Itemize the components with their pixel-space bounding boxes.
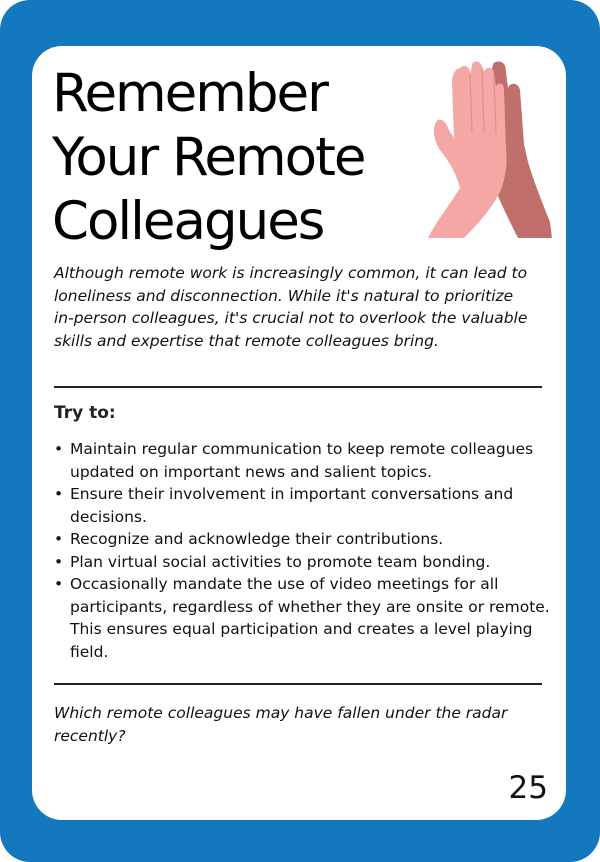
list-item: • Recognize and acknowledge their contributions. xyxy=(54,530,444,548)
list-item: • Plan virtual social activities to promote team bonding. xyxy=(54,552,491,571)
list-item-text: Maintain regular communication to keep remote colleagues updated on important news and salient topics. xyxy=(70,440,534,481)
list-item-text: Occasionally mandate the use of video meetings for all participants, regardless of whether they are onsite or remote. This ensures equal participation and creates a level playing field. xyxy=(70,575,550,661)
list-item: • Occasionally mandate the use of video meetings for all participants, regardless of whether they are onsite or remote. This ensures equal participation and creates a level playing field. xyxy=(54,575,550,661)
list-item-text: Ensure their involvement in important conversations and decisions. xyxy=(70,485,514,526)
list-item: • Ensure their involvement in important conversations and decisions. xyxy=(54,485,514,526)
reflection-question: Which remote colleagues may have fallen under the radar recently? xyxy=(54,704,508,745)
divider-top xyxy=(54,386,542,388)
section-heading: Try to: xyxy=(54,403,116,423)
list-item: • Maintain regular communication to keep remote colleagues updated on important news and salient topics. xyxy=(54,440,534,481)
card-title: Remember Your Remote Colleagues xyxy=(52,63,365,252)
tips-list xyxy=(54,438,550,663)
list-item-text: Recognize and acknowledge their contributions. xyxy=(70,530,444,548)
divider-bottom xyxy=(54,683,542,685)
card-body xyxy=(32,46,566,820)
intro-paragraph: Although remote work is increasingly common, it can lead to loneliness and disconnection. While it's natural to prioritize in-person colleagues, it's crucial not to overlook the valuable skills and expertise that remote colleagues bring. xyxy=(54,264,528,350)
list-item-text: Plan virtual social activities to promote team bonding. xyxy=(70,552,491,571)
high-five-hands-icon xyxy=(426,52,554,242)
page-number: 25 xyxy=(508,770,548,806)
